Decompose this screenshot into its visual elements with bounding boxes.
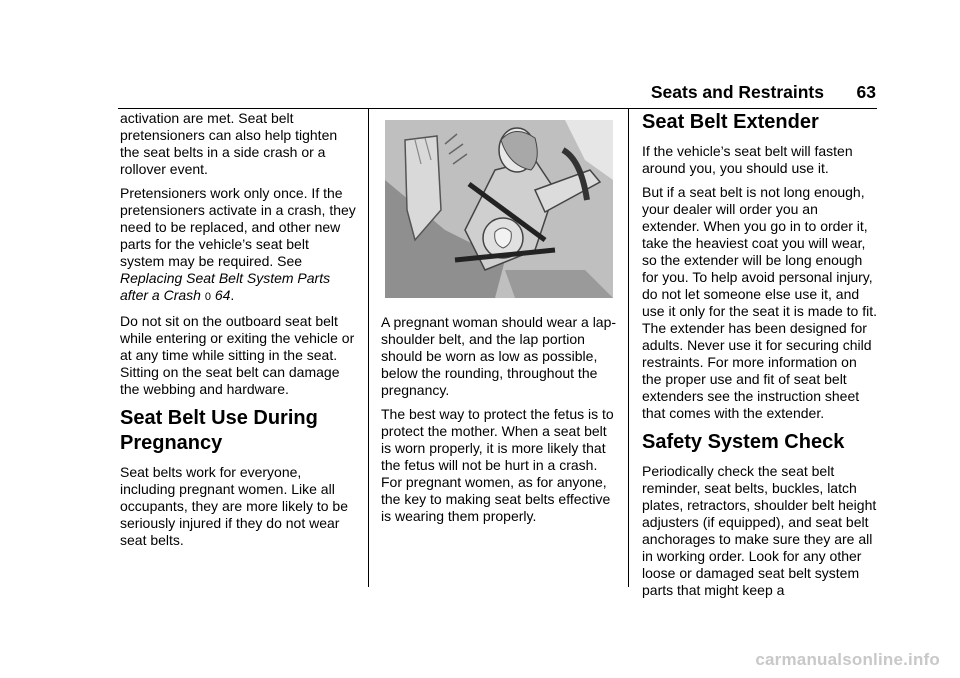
paragraph-lap-shoulder-belt: A pregnant woman should wear a lap-shoulder belt, and the lap portion should be worn as low as possible, below the rounding, throughout the pregnancy. <box>381 314 617 398</box>
page-number: 63 <box>856 82 876 102</box>
paragraph-pregnancy-intro: Seat belts work for everyone, including pregnant women. Like all occupants, they are more likely to be seriously injured if they do not wear seat belts. <box>120 464 349 548</box>
illustration-svg <box>385 120 613 298</box>
page-reference-arrow-icon: 0 <box>204 291 211 303</box>
cross-reference-link[interactable] <box>120 270 330 303</box>
column-divider-1 <box>368 109 369 587</box>
cross-reference-title[interactable]: Replacing Seat Belt System Parts after a Crash <box>120 270 331 303</box>
heading-seat-belt-pregnancy: Seat Belt Use During Pregnancy <box>120 407 318 454</box>
paragraph-extender-order: But if a seat belt is not long enough, your dealer will order you an extender. When you go in to order it, take the heaviest coat you will wear, so the extender will be long enough for you. To help avoid personal injury, do not let someone else use it, and use it only for the seat it is made to fit. The extender has been designed for adults. Never use it for securing child restraints. For more information on the proper use and fit of seat belt extenders see the instruction sheet that comes with the extender. <box>642 184 877 421</box>
paragraph-pretensioners-once <box>120 185 356 306</box>
column-1 <box>120 110 356 556</box>
paragraph-text: Pretensioners work only once. If the pretensioners activate in a crash, they need to be replaced, and other new parts for the vehicle’s seat belt system may be required. See <box>120 185 356 269</box>
pregnant-occupant-seat-belt-illustration-icon <box>385 120 613 298</box>
paragraph-periodic-check: Periodically check the seat belt reminder, seat belts, buckles, latch plates, retractors, shoulder belt height adjusters (if equipped), and seat belt anchorages to make sure they are all in working order. Look for any other loose or damaged seat belt system parts that might keep a <box>642 463 877 598</box>
cross-reference-page[interactable]: 64 <box>214 287 231 303</box>
heading-safety-system-check: Safety System Check <box>642 431 845 453</box>
section-title: Seats and Restraints <box>650 82 824 102</box>
column-2 <box>381 110 617 532</box>
paragraph-protect-fetus: The best way to protect the fetus is to protect the mother. When a seat belt is worn properly, it is more likely that the fetus will not be hurt in a crash. For pregnant women, as for anyone, the key to making seat belts effective is wearing them properly. <box>381 406 614 524</box>
sentence-end: . <box>230 287 235 303</box>
heading-seat-belt-extender: Seat Belt Extender <box>642 111 819 133</box>
paragraph-outboard-belt: Do not sit on the outboard seat belt while entering or exiting the vehicle or at any time while sitting in the seat. Sitting on the seat belt can damage the webbing and hardware. <box>120 313 355 397</box>
paragraph-pretensioner-activation: activation are met. Seat belt pretensioners can also help tighten the seat belts in a side crash or a rollover event. <box>120 110 338 177</box>
column-divider-2 <box>628 109 629 587</box>
watermark: carmanualsonline.info <box>755 650 940 669</box>
paragraph-extender-use: If the vehicle’s seat belt will fasten around you, you should use it. <box>642 143 853 176</box>
column-3 <box>642 106 878 606</box>
page-header <box>650 82 876 106</box>
